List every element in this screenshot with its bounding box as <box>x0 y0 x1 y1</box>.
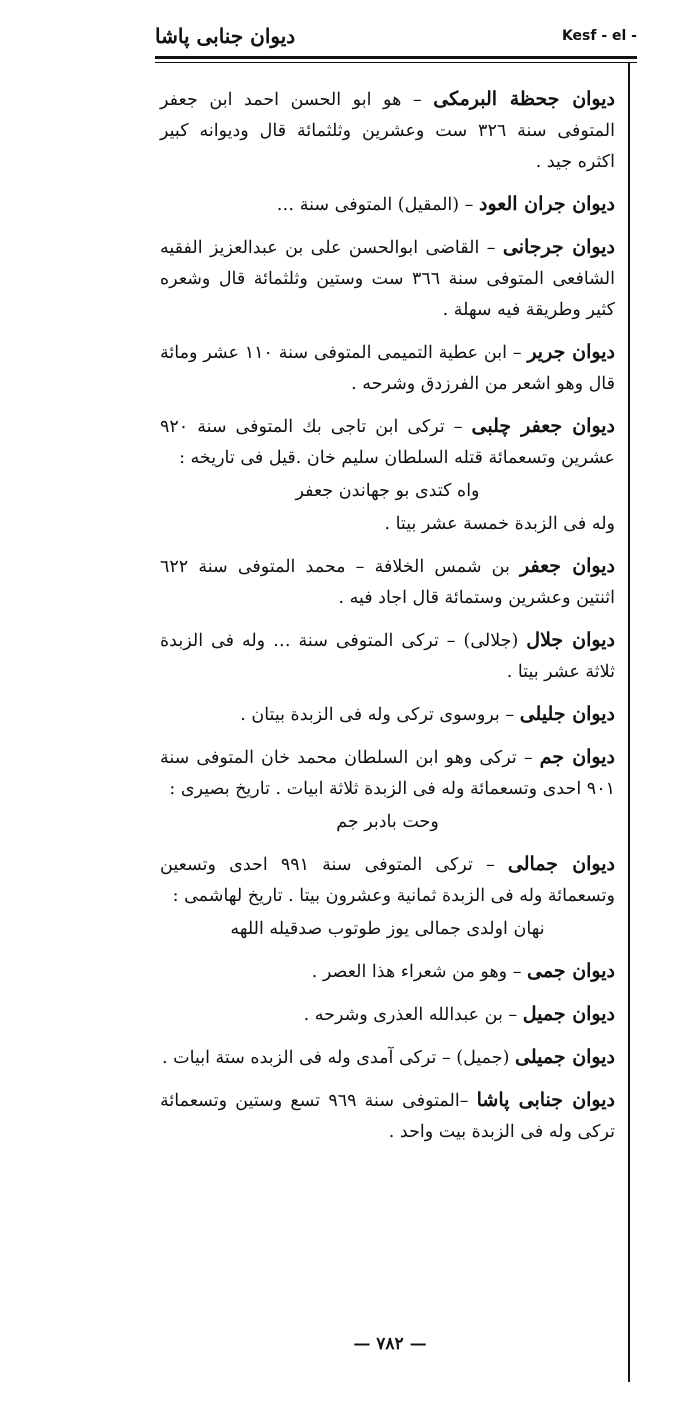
entry-text: بن شمس الخلافة – محمد المتوفى سنة ٦٢٢ اثنتين وعشرين وستمائة قال اجاد فيه . <box>160 557 615 608</box>
running-header <box>155 24 637 52</box>
entry-text: – تركى وهو ابن السلطان محمد خان المتوفى سنة ٩٠١ احدى وتسعمائة وله فى الزبدة ثلاثة ابيات . تاريخ بصيرى : <box>160 748 615 799</box>
entry-head: ديوان جميلى <box>514 1046 615 1068</box>
entry-head: ديوان جمى <box>527 960 615 982</box>
entry-head: ديوان جليلى <box>519 703 615 725</box>
entry-head: ديوان جرير <box>527 341 615 363</box>
entry <box>160 999 615 1031</box>
entry-head: ديوان جلال <box>526 629 615 651</box>
entry-text: – تركى ابن تاجى بك المتوفى سنة ٩٢٠ عشرين وتسعمائة قتله السلطان سليم خان .قيل فى تاريخه : <box>160 417 615 468</box>
entry-head: ديوان جمالى <box>507 853 615 875</box>
entry <box>160 232 615 326</box>
entry <box>160 189 615 221</box>
entry-head: ديوان جران العود <box>479 193 615 215</box>
entry-head: ديوان جم <box>539 746 615 768</box>
entry-after: وله فى الزبدة خمسة عشر بيتا . <box>384 514 615 534</box>
entry <box>160 1042 615 1074</box>
entry <box>160 742 615 838</box>
entry-head: ديوان جعفر <box>519 555 615 577</box>
entry <box>160 849 615 945</box>
entry <box>160 84 615 178</box>
running-title: ديوان جنابى پاشا <box>155 24 296 48</box>
entry-verse: واه كتدى بو جهاندن جعفر <box>295 481 480 501</box>
header-rule-thin <box>155 62 637 63</box>
entry-head: ديوان جعفر چلبى <box>471 415 616 437</box>
entry <box>160 1085 615 1148</box>
entry-verse: نهان اولدى جمالى يوز طوتوب صدقيله اللهه <box>230 919 545 939</box>
entries-column <box>160 84 615 1159</box>
entry <box>160 699 615 731</box>
entry-text: – بن عبدالله العذرى وشرحه . <box>303 1005 523 1025</box>
entry-text: – (المقيل) المتوفى سنة … <box>276 195 479 215</box>
entry-text: – وهو من شعراء هذا العصر . <box>311 962 528 982</box>
entry-text: (جميل) – تركى آمدى وله فى الزبده ستة ابيات . <box>162 1048 515 1068</box>
entry-verse: وحت بادبر جم <box>336 812 439 832</box>
running-header-right: Kesf - el - <box>561 28 637 44</box>
entry <box>160 625 615 688</box>
entry-head: ديوان جحظة البرمكى <box>433 88 615 110</box>
page-number: — ٧٨٢ — <box>353 1334 427 1354</box>
header-rule-thick <box>155 56 637 59</box>
entry-head: ديوان جنابى پاشا <box>476 1089 615 1111</box>
entry-text: (جلالى) – تركى المتوفى سنة … وله فى الزبدة ثلاثة عشر بيتا . <box>160 631 615 682</box>
entry-text: – ابن عطية التميمى المتوفى سنة ١١٠ عشر ومائة قال وهو اشعر من الفرزدق وشرحه . <box>160 343 615 394</box>
entry-text: – هو ابو الحسن احمد ابن جعفر المتوفى سنة ٣٢٦ ست وعشرين وثلثمائة قال وديوانه كبير اكثره جيد . <box>160 90 615 172</box>
entry-text: – بروسوى تركى وله فى الزبدة بيتان . <box>240 705 520 725</box>
entry-head: ديوان جرجانى <box>502 236 615 258</box>
entry <box>160 411 615 540</box>
entry-head: ديوان جميل <box>522 1003 615 1025</box>
entry <box>160 956 615 988</box>
margin-rule <box>628 62 630 1382</box>
entry-text: –المتوفى سنة ٩٦٩ تسع وستين وتسعمائة تركى وله فى الزبدة بيت واحد . <box>160 1091 615 1142</box>
entry-text: – تركى المتوفى سنة ٩٩١ احدى وتسعين وتسعمائة وله فى الزبدة ثمانية وعشرون بيتا . تاريخ لهاشمى : <box>160 855 615 906</box>
entry <box>160 337 615 400</box>
entry-text: – القاضى ابوالحسن على بن عبدالعزيز الفقيه الشافعى المتوفى سنة ٣٦٦ ست وستين وثلثمائة قال وشعره كثير وطريقة فيه سهلة . <box>160 238 615 320</box>
entry <box>160 551 615 614</box>
